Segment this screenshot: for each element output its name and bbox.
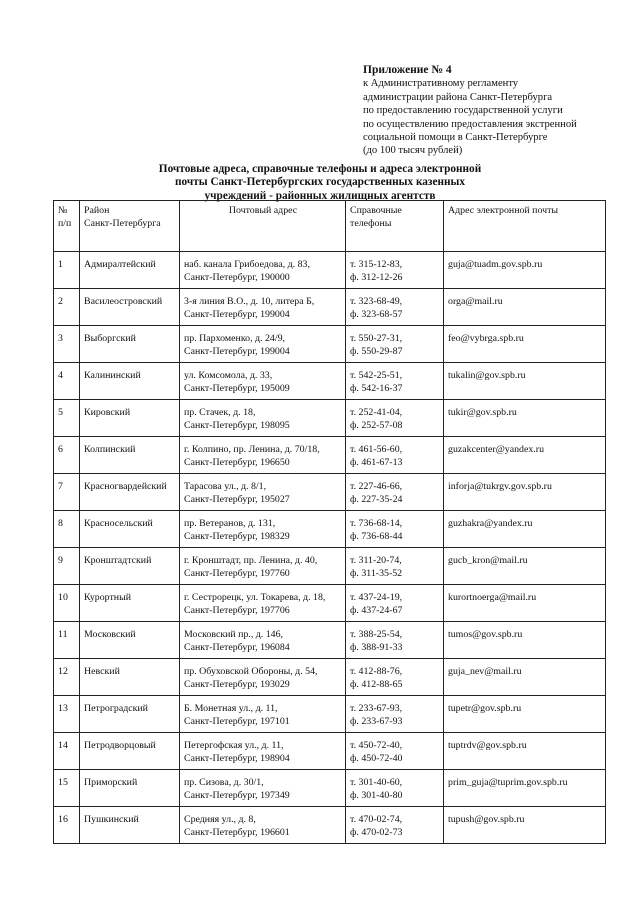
row-email: guzakcenter@yandex.ru	[444, 437, 606, 474]
row-number: 12	[54, 659, 80, 696]
heading-line: Почтовые адреса, справочные телефоны и адреса электронной	[158, 163, 482, 175]
row-email: tukalin@gov.spb.ru	[444, 363, 606, 400]
table-row	[54, 437, 606, 474]
row-district: Кронштадтский	[80, 548, 180, 585]
row-address: Средняя ул., д. 8, Санкт-Петербург, 196601	[180, 807, 346, 844]
table-row	[54, 807, 606, 844]
table-row	[54, 252, 606, 289]
row-phones: т. 736-68-14, ф. 736-68-44	[346, 511, 444, 548]
row-district: Колпинский	[80, 437, 180, 474]
table-row	[54, 585, 606, 622]
appendix-title: Приложение № 4	[363, 64, 452, 76]
header-district: Район Санкт-Петербурга	[80, 201, 180, 252]
agencies-table	[53, 200, 606, 844]
row-phones: т. 227-46-66, ф. 227-35-24	[346, 474, 444, 511]
header-phones: Справочные телефоны	[346, 201, 444, 252]
row-address: пр. Ветеранов, д. 131, Санкт-Петербург, 198329	[180, 511, 346, 548]
row-district: Московский	[80, 622, 180, 659]
row-email: prim_guja@tuprim.gov.spb.ru	[444, 770, 606, 807]
appendix-block	[363, 64, 633, 158]
table-row	[54, 696, 606, 733]
row-number: 6	[54, 437, 80, 474]
row-address: пр. Стачек, д. 18, Санкт-Петербург, 198095	[180, 400, 346, 437]
row-address: 3-я линия В.О., д. 10, литера Б, Санкт-Петербург, 199004	[180, 289, 346, 326]
row-email: gucb_kron@mail.ru	[444, 548, 606, 585]
row-address: г. Колпино, пр. Ленина, д. 70/18, Санкт-Петербург, 196650	[180, 437, 346, 474]
header-email: Адрес электронной почты	[444, 201, 606, 252]
row-phones: т. 233-67-93, ф. 233-67-93	[346, 696, 444, 733]
table-row	[54, 548, 606, 585]
table-row	[54, 622, 606, 659]
row-email: tupetr@gov.spb.ru	[444, 696, 606, 733]
row-number: 5	[54, 400, 80, 437]
row-phones: т. 550-27-31, ф. 550-29-87	[346, 326, 444, 363]
row-address: пр. Сизова, д. 30/1, Санкт-Петербург, 197349	[180, 770, 346, 807]
header-address: Почтовый адрес	[180, 201, 346, 252]
table-header-row	[54, 201, 606, 252]
row-number: 15	[54, 770, 80, 807]
row-district: Василеостровский	[80, 289, 180, 326]
row-phones: т. 461-56-60, ф. 461-67-13	[346, 437, 444, 474]
row-district: Невский	[80, 659, 180, 696]
row-address: Московский пр., д. 146, Санкт-Петербург, 196084	[180, 622, 346, 659]
row-phones: т. 315-12-83, ф. 312-12-26	[346, 252, 444, 289]
row-district: Красногвардейский	[80, 474, 180, 511]
row-address: Б. Монетная ул., д. 11, Санкт-Петербург, 197101	[180, 696, 346, 733]
row-address: пр. Обуховской Обороны, д. 54, Санкт-Петербург, 193029	[180, 659, 346, 696]
row-phones: т. 542-25-51, ф. 542-16-37	[346, 363, 444, 400]
row-email: inforja@tukrgv.gov.spb.ru	[444, 474, 606, 511]
row-number: 11	[54, 622, 80, 659]
row-email: tupush@gov.spb.ru	[444, 807, 606, 844]
row-district: Калининский	[80, 363, 180, 400]
row-phones: т. 412-88-76, ф. 412-88-65	[346, 659, 444, 696]
table-row	[54, 659, 606, 696]
table-row	[54, 511, 606, 548]
row-address: г. Кронштадт, пр. Ленина, д. 40, Санкт-Петербург, 197760	[180, 548, 346, 585]
row-phones: т. 450-72-40, ф. 450-72-40	[346, 733, 444, 770]
row-email: tukir@gov.spb.ru	[444, 400, 606, 437]
row-address: ул. Комсомола, д. 33, Санкт-Петербург, 195009	[180, 363, 346, 400]
row-email: orga@mail.ru	[444, 289, 606, 326]
row-number: 16	[54, 807, 80, 844]
row-address: наб. канала Грибоедова, д. 83, Санкт-Петербург, 190000	[180, 252, 346, 289]
heading-line: почты Санкт-Петербургских государственных казенных	[175, 176, 465, 189]
row-phones: т. 470-02-74, ф. 470-02-73	[346, 807, 444, 844]
row-district: Петродворцовый	[80, 733, 180, 770]
row-number: 1	[54, 252, 80, 289]
row-district: Приморский	[80, 770, 180, 807]
table-row	[54, 733, 606, 770]
row-district: Петроградский	[80, 696, 180, 733]
row-phones: т. 323-68-49, ф. 323-68-57	[346, 289, 444, 326]
row-email: guja@tuadm.gov.spb.ru	[444, 252, 606, 289]
table-row	[54, 770, 606, 807]
row-number: 7	[54, 474, 80, 511]
appendix-line: по предоставлению государственной услуги	[363, 105, 563, 117]
row-address: Петергофская ул., д. 11, Санкт-Петербург, 198904	[180, 733, 346, 770]
row-district: Красносельский	[80, 511, 180, 548]
row-phones: т. 301-40-60, ф. 301-40-80	[346, 770, 444, 807]
table-row	[54, 474, 606, 511]
row-number: 2	[54, 289, 80, 326]
row-number: 4	[54, 363, 80, 400]
row-phones: т. 252-41-04, ф. 252-57-08	[346, 400, 444, 437]
row-phones: т. 388-25-54, ф. 388-91-33	[346, 622, 444, 659]
row-district: Пушкинский	[80, 807, 180, 844]
appendix-line: (до 100 тысяч рублей)	[363, 145, 463, 157]
row-district: Курортный	[80, 585, 180, 622]
table-row	[54, 289, 606, 326]
row-email: tumos@gov.spb.ru	[444, 622, 606, 659]
table-row	[54, 326, 606, 363]
row-number: 8	[54, 511, 80, 548]
row-phones: т. 311-20-74, ф. 311-35-52	[346, 548, 444, 585]
row-number: 13	[54, 696, 80, 733]
table-row	[54, 400, 606, 437]
row-email: feo@vybrga.spb.ru	[444, 326, 606, 363]
appendix-line: администрации района Санкт-Петербурга	[363, 91, 553, 103]
table-row	[54, 363, 606, 400]
row-number: 9	[54, 548, 80, 585]
row-district: Кировский	[80, 400, 180, 437]
row-district: Адмиралтейский	[80, 252, 180, 289]
row-address: пр. Пархоменко, д. 24/9, Санкт-Петербург, 199004	[180, 326, 346, 363]
appendix-line: к Административному регламенту	[363, 78, 519, 90]
appendix-line: социальной помощи в Санкт-Петербурге	[363, 132, 548, 144]
appendix-line: по осуществлению предоставления экстренной	[363, 118, 577, 130]
row-email: guja_nev@mail.ru	[444, 659, 606, 696]
row-number: 10	[54, 585, 80, 622]
row-email: guzhakra@yandex.ru	[444, 511, 606, 548]
row-address: г. Сестрорецк, ул. Токарева, д. 18, Санкт-Петербург, 197706	[180, 585, 346, 622]
header-number: № п/п	[54, 201, 80, 252]
row-email: kurortnoerga@mail.ru	[444, 585, 606, 622]
row-district: Выборгский	[80, 326, 180, 363]
document-heading	[60, 163, 580, 203]
row-number: 3	[54, 326, 80, 363]
row-email: tuptrdv@gov.spb.ru	[444, 733, 606, 770]
row-number: 14	[54, 733, 80, 770]
row-address: Тарасова ул., д. 8/1, Санкт-Петербург, 195027	[180, 474, 346, 511]
heading-line: учреждений - районных жилищных агентств	[204, 189, 436, 202]
row-phones: т. 437-24-19, ф. 437-24-67	[346, 585, 444, 622]
